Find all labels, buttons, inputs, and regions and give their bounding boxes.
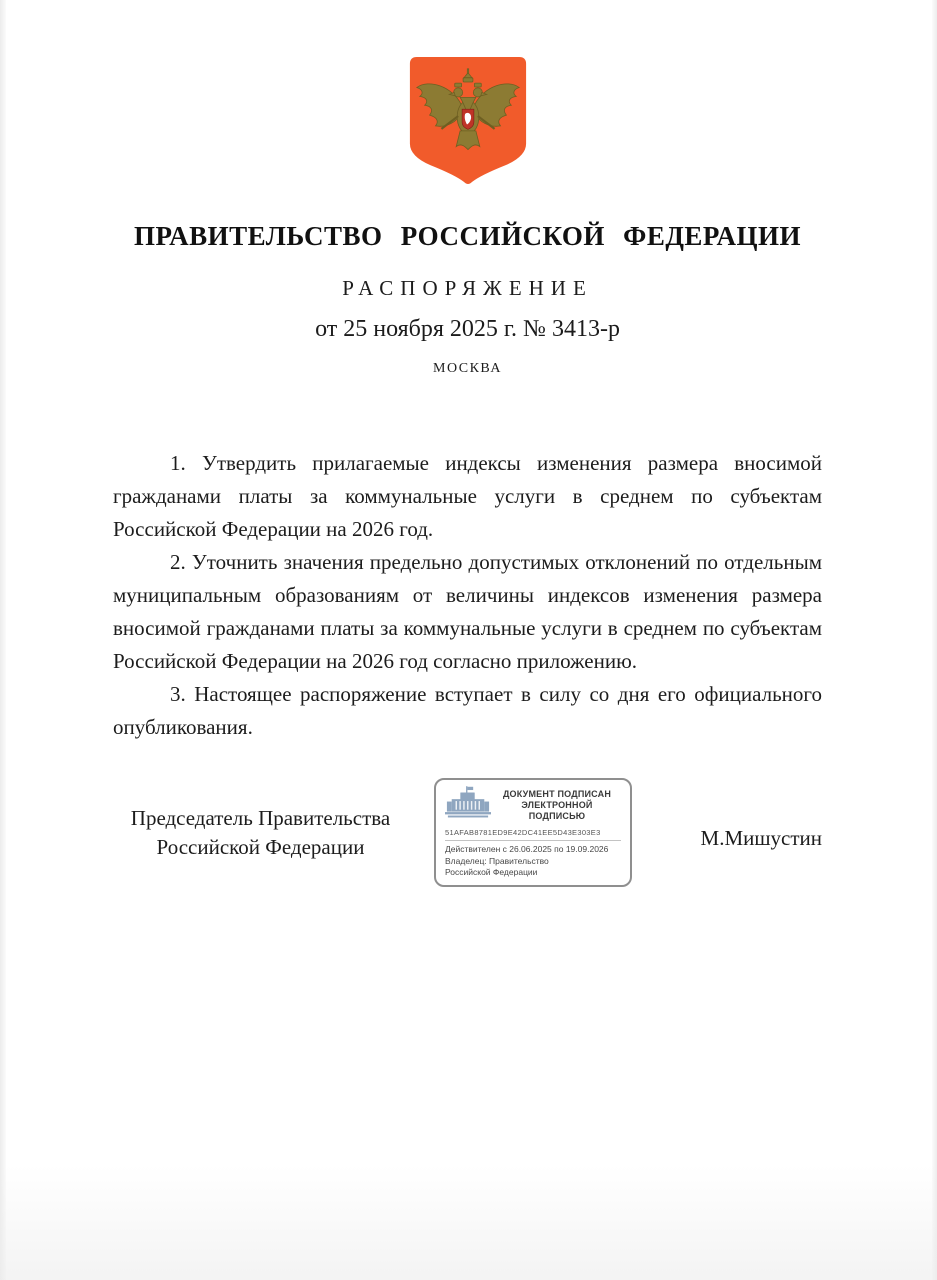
paragraph-2: 2. Уточнить значения предельно допустимых отклонений по отдельным муниципальным образованиям от величины индексов изменения размера вносимой гражданами платы за коммунальные услуги в среднем по субъектам Российской Федерации на 2026 год согласно приложению. [113,550,822,673]
signer-position-line1: Председатель Правительства [130,805,391,830]
digital-signature-stamp [434,778,632,887]
russia-coat-of-arms-icon [409,57,527,185]
stamp-title-line2: ЭЛЕКТРОННОЙ ПОДПИСЬЮ [521,799,593,821]
document-type-heading: РАСПОРЯЖЕНИЕ [342,276,593,300]
signer-position-line2: Российской Федерации [156,834,365,859]
stamp-title [493,789,621,822]
signer-name: М.Мишустин [700,826,822,850]
document-body [113,447,822,744]
signer-position [113,804,408,862]
paragraph-3: 3. Настоящее распоряжение вступает в силу со дня его официального опубликования. [113,682,822,739]
stamp-title-line1: ДОКУМЕНТ ПОДПИСАН [502,788,612,799]
document-authority-title: ПРАВИТЕЛЬСТВО РОССИЙСКОЙ ФЕДЕРАЦИИ [134,221,801,251]
stamp-header [445,786,621,824]
document-date-number: от 25 ноября 2025 г. № 3413-р [315,316,620,342]
government-building-icon [445,786,493,824]
document-city: МОСКВА [433,361,502,376]
signature-block [113,778,822,887]
emblem-inner-shield [462,109,474,129]
paragraph-1: 1. Утвердить прилагаемые индексы изменения размера вносимой гражданами платы за коммунальные услуги в среднем по субъектам Российской Федерации на 2026 год. [113,451,822,541]
certificate-number: 51AFAB8781ED9E42DC41EE5D43E303E3 [445,828,601,837]
certificate-owner: Владелец: Правительство Российской Федерации [445,856,549,877]
certificate-validity: Действителен с 26.06.2025 по 19.09.2026 [445,844,609,854]
stamp-divider [445,840,621,841]
photo-edge-bottom [0,1165,937,1280]
